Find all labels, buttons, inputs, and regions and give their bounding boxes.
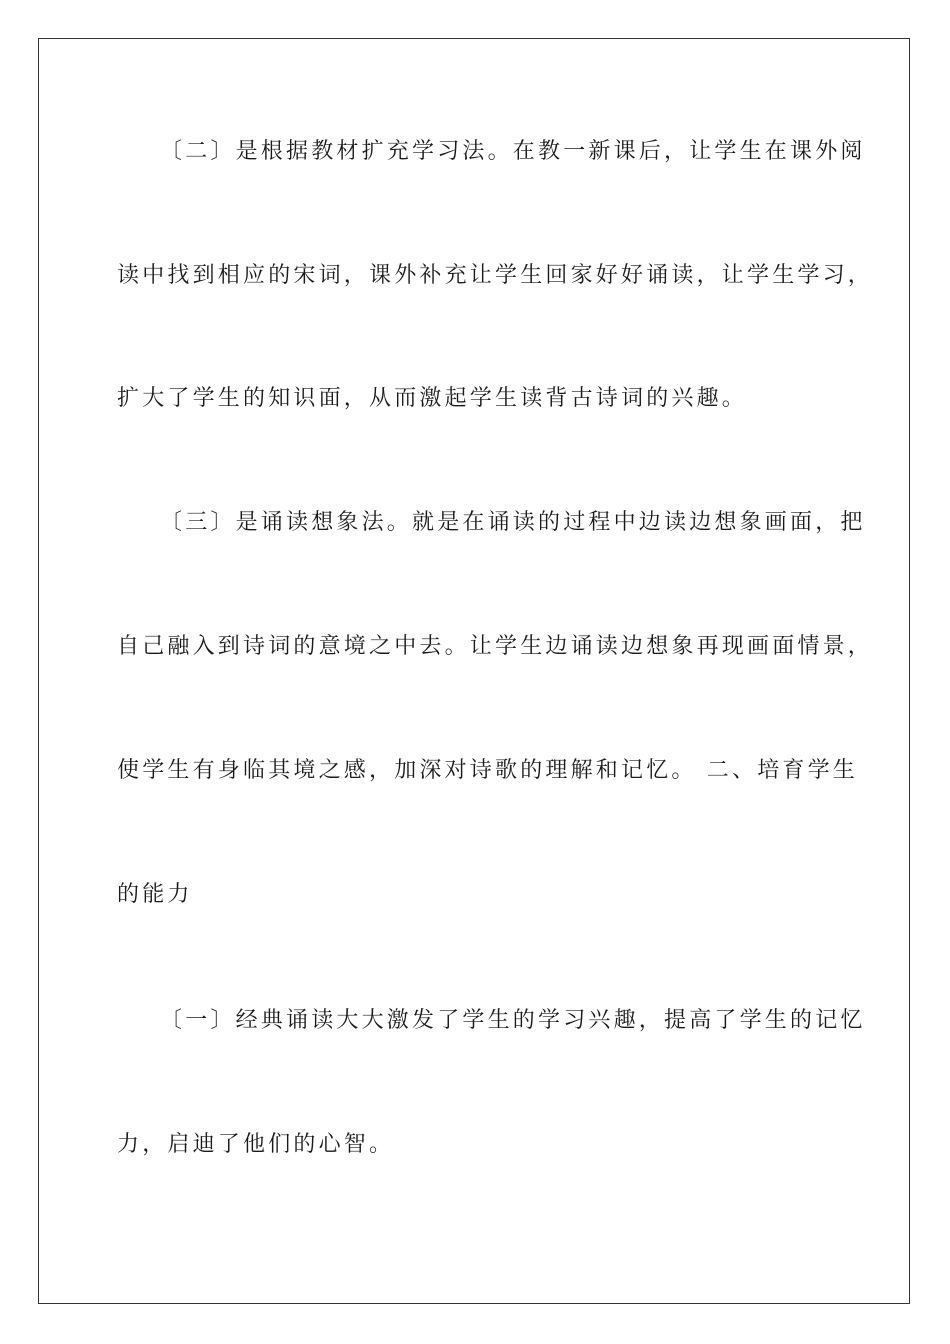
paragraph-2-line-3: 使学生有身临其境之感，加深对诗歌的理解和记忆。 二、培育学生 (117, 758, 858, 783)
paragraph-2-line-2: 自己融入到诗词的意境之中去。让学生边诵读边想象再现画面情景， (117, 634, 874, 659)
paragraph-3-line-1: 〔一〕经典诵读大大激发了学生的学习兴趣，提高了学生的记忆 (160, 1008, 866, 1033)
paragraph-2-line-1: 〔三〕是诵读想象法。就是在诵读的过程中边读边想象画面，把 (160, 510, 866, 535)
paragraph-1-line-3: 扩大了学生的知识面，从而激起学生读背古诗词的兴趣。 (117, 386, 748, 411)
paragraph-3-line-2: 力，启迪了他们的心智。 (117, 1132, 395, 1157)
paragraph-1-line-1: 〔二〕是根据教材扩充学习法。在教一新课后，让学生在课外阅 (160, 139, 866, 164)
paragraph-1-line-2: 读中找到相应的宋词，课外补充让学生回家好好诵读，让学生学习， (117, 263, 874, 288)
page-frame (38, 38, 910, 1304)
section-heading-line: 的能力 (117, 882, 193, 907)
